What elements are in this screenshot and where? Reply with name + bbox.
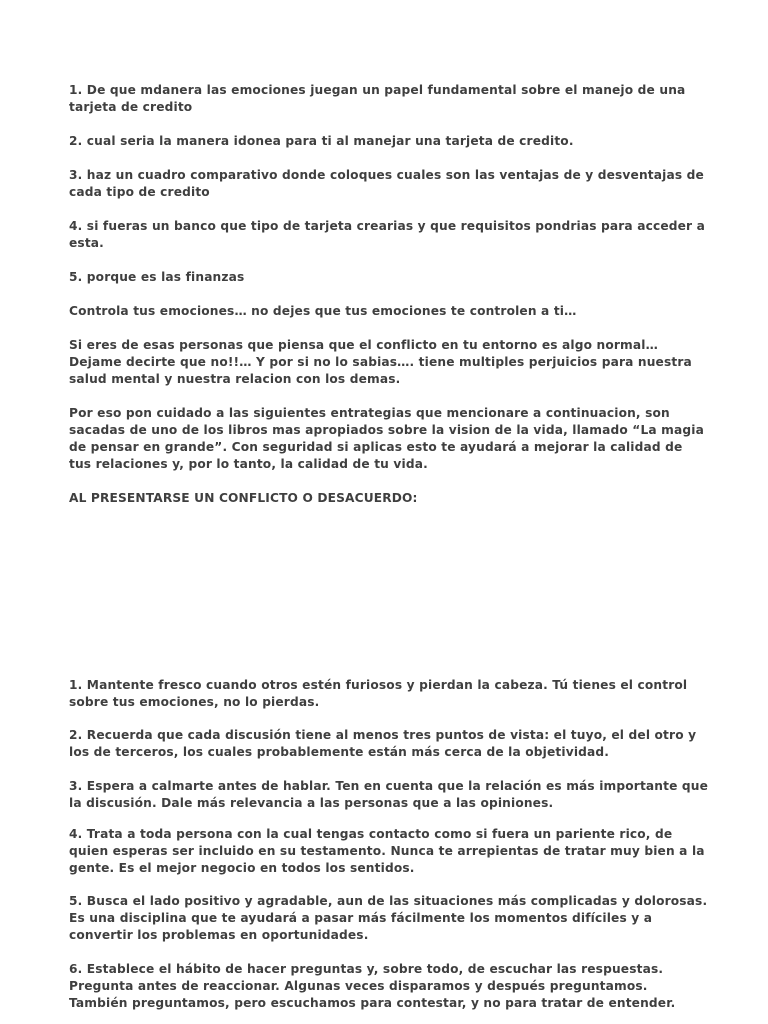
article-title: Controla tus emociones… no dejes que tus emociones te controlen a ti… <box>69 304 577 318</box>
section-heading: AL PRESENTARSE UN CONFLICTO O DESACUERDO: <box>69 491 418 505</box>
question-4: 4. si fueras un banco que tipo de tarjeta crearias y que requisitos pondrias para acceder a esta. <box>69 219 705 250</box>
tip-5: 5. Busca el lado positivo y agradable, aun de las situaciones más complicadas y dolorosas. Es una disciplina que te ayudará a pasar más fácilmente los momentos difíciles y a convertir los problemas en oportunidades. <box>69 894 708 942</box>
intro-paragraph-2: Por eso pon cuidado a las siguientes entrategias que mencionare a continuacion, son sacadas de uno de los libros mas apropiados sobre la vision de la vida, llamado “La magia de pensar en grande”. Con seguridad si aplicas esto te ayudará a mejorar la calidad de tus relaciones y, por lo tanto, la calidad de tu vida. <box>69 406 704 471</box>
tip-1: 1. Mantente fresco cuando otros estén furiosos y pierdan la cabeza. Tú tienes el control sobre tus emociones, no lo pierdas. <box>69 678 688 709</box>
question-5: 5. porque es las finanzas <box>69 270 245 284</box>
tip-2: 2. Recuerda que cada discusión tiene al menos tres puntos de vista: el tuyo, el del otro y los de terceros, los cuales probablemente están más cerca de la objetividad. <box>69 728 697 759</box>
intro-paragraph-1: Si eres de esas personas que piensa que el conflicto en tu entorno es algo normal… Dejame decirte que no!!… Y por si no lo sabias…. tiene multiples perjuicios para nuestra salud mental y nuestra relacion con los demas. <box>69 338 692 386</box>
tip-6: 6. Establece el hábito de hacer preguntas y, sobre todo, de escuchar las respuestas. Pregunta antes de reaccionar. Algunas veces disparamos y después preguntamos. También preguntamos, pero escuchamos para contestar, y no para tratar de entender. <box>69 962 676 1010</box>
question-1: 1. De que mdanera las emociones juegan un papel fundamental sobre el manejo de una tarjeta de credito <box>69 83 686 114</box>
question-3: 3. haz un cuadro comparativo donde coloques cuales son las ventajas de y desventajas de cada tipo de credito <box>69 168 704 199</box>
tip-4: 4. Trata a toda persona con la cual tengas contacto como si fuera un pariente rico, de quien esperas ser incluido en su testamento. Nunca te arrepientas de tratar muy bien a la gente. Es el mejor negocio en todos los sentidos. <box>69 827 705 875</box>
document-page <box>69 0 709 1024</box>
question-2: 2. cual seria la manera idonea para ti al manejar una tarjeta de credito. <box>69 134 574 148</box>
tip-3: 3. Espera a calmarte antes de hablar. Ten en cuenta que la relación es más importante que la discusión. Dale más relevancia a las personas que a las opiniones. <box>69 779 709 810</box>
